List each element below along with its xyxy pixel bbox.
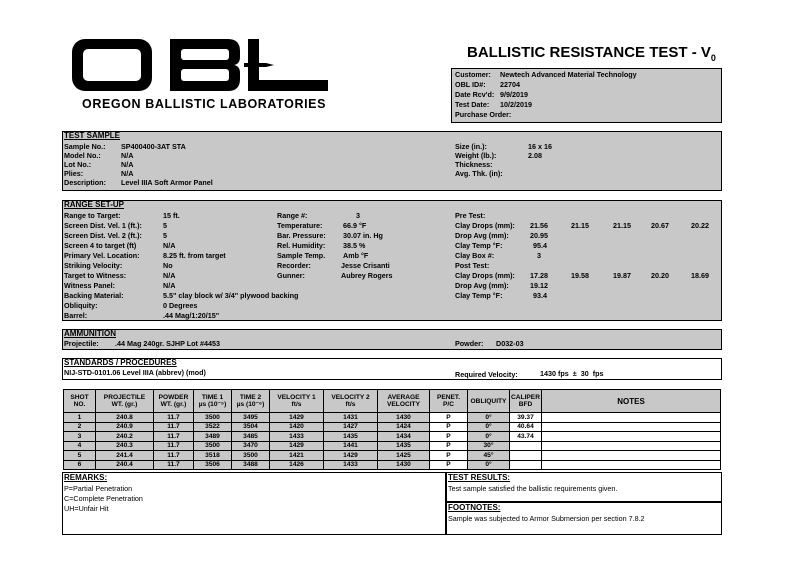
table-cell: 3506 xyxy=(194,460,232,470)
table-cell: P xyxy=(430,441,468,451)
remark-line: P=Partial Penetration xyxy=(64,484,133,493)
table-cell: 1429 xyxy=(270,441,324,451)
table-cell: 40.64 xyxy=(510,422,542,432)
remarks-box xyxy=(62,472,446,535)
standards-header: STANDARDS / PROCEDURES xyxy=(64,358,177,367)
table-cell: P xyxy=(430,460,468,470)
table-cell: 11.7 xyxy=(154,460,194,470)
footnotes-text: Sample was subjected to Armor Submersion per section 7.8.2 xyxy=(448,514,645,523)
table-cell: 1425 xyxy=(378,451,430,461)
col-header: NOTES xyxy=(542,390,721,413)
table-cell: 0° xyxy=(468,460,510,470)
table-row xyxy=(64,413,721,423)
table-cell: 30° xyxy=(468,441,510,451)
ammunition-header: AMMUNITION xyxy=(64,329,116,338)
table-cell: 5 xyxy=(64,451,96,461)
table-cell: 240.9 xyxy=(96,422,154,432)
table-cell: 3 xyxy=(64,432,96,442)
col-header: POWDER WT. (gr.) xyxy=(154,390,194,413)
table-cell xyxy=(542,460,721,470)
test-sample-header: TEST SAMPLE xyxy=(64,131,121,140)
table-cell: 3470 xyxy=(232,441,270,451)
table-cell: 1429 xyxy=(324,451,378,461)
table-cell: 3485 xyxy=(232,432,270,442)
table-cell: 1430 xyxy=(378,413,430,423)
col-header: SHOT NO. xyxy=(64,390,96,413)
table-cell: 240.3 xyxy=(96,441,154,451)
projectile-value: .44 Mag 240gr. SJHP Lot #4453 xyxy=(115,339,220,348)
table-cell: 11.7 xyxy=(154,422,194,432)
table-cell: 0° xyxy=(468,413,510,423)
table-cell: P xyxy=(430,422,468,432)
required-velocity-label: Required Velocity: xyxy=(455,370,518,379)
col-header: CALIPER BFD xyxy=(510,390,542,413)
table-cell: 3500 xyxy=(194,413,232,423)
table-cell: P xyxy=(430,432,468,442)
table-cell xyxy=(510,460,542,470)
table-cell: 4 xyxy=(64,441,96,451)
table-cell: 1 xyxy=(64,413,96,423)
table-cell: 1435 xyxy=(378,441,430,451)
table-cell: 11.7 xyxy=(154,432,194,442)
obl-logo xyxy=(70,36,330,96)
powder-value: D032-03 xyxy=(496,339,524,348)
remark-line: C=Complete Penetration xyxy=(64,494,143,503)
table-row xyxy=(64,441,721,451)
table-cell: 3522 xyxy=(194,422,232,432)
table-cell: 1433 xyxy=(270,432,324,442)
table-cell: 3489 xyxy=(194,432,232,442)
table-cell: 3518 xyxy=(194,451,232,461)
table-cell: 1431 xyxy=(324,413,378,423)
table-cell: 3504 xyxy=(232,422,270,432)
table-cell: 3500 xyxy=(194,441,232,451)
table-row xyxy=(64,422,721,432)
table-cell: 0° xyxy=(468,432,510,442)
table-cell: 6 xyxy=(64,460,96,470)
footnotes-header: FOOTNOTES: xyxy=(448,503,501,512)
table-cell xyxy=(542,451,721,461)
table-cell xyxy=(510,451,542,461)
table-row xyxy=(64,432,721,442)
table-cell: 1427 xyxy=(324,422,378,432)
table-cell: 45° xyxy=(468,451,510,461)
table-cell: 2 xyxy=(64,422,96,432)
projectile-label: Projectile: xyxy=(64,339,99,348)
table-cell: 240.2 xyxy=(96,432,154,442)
table-cell: 1421 xyxy=(270,451,324,461)
table-cell: 1441 xyxy=(324,441,378,451)
powder-label: Powder: xyxy=(455,339,484,348)
table-cell: 1433 xyxy=(324,460,378,470)
table-row xyxy=(64,460,721,470)
col-header: TIME 2 µs (10⁻⁶) xyxy=(232,390,270,413)
remarks-header: REMARKS: xyxy=(64,473,108,482)
required-velocity-value: 1430 fps ± 30 fps xyxy=(540,369,604,378)
table-cell: 1434 xyxy=(378,432,430,442)
table-cell: 240.4 xyxy=(96,460,154,470)
table-cell: 1430 xyxy=(378,460,430,470)
table-cell: 0° xyxy=(468,422,510,432)
col-header: AVERAGE VELOCITY xyxy=(378,390,430,413)
table-cell xyxy=(542,413,721,423)
table-cell: 1424 xyxy=(378,422,430,432)
range-setup-section xyxy=(62,200,722,321)
table-cell: 11.7 xyxy=(154,451,194,461)
table-cell: 1435 xyxy=(324,432,378,442)
col-header: OBLIQUITY xyxy=(468,390,510,413)
results-text: Test sample satisfied the ballistic requirements given. xyxy=(448,484,618,493)
standard-value: NIJ-STD-0101.06 Level IIIA (abbrev) (mod) xyxy=(64,368,206,377)
table-header-row xyxy=(64,390,721,413)
table-cell: 1426 xyxy=(270,460,324,470)
table-cell: 11.7 xyxy=(154,441,194,451)
col-header: VELOCITY 2 ft/s xyxy=(324,390,378,413)
range-setup-header: RANGE SET-UP xyxy=(64,200,125,209)
table-cell: P xyxy=(430,413,468,423)
table-cell xyxy=(542,422,721,432)
table-cell xyxy=(542,441,721,451)
table-cell: 39.37 xyxy=(510,413,542,423)
table-cell xyxy=(542,432,721,442)
table-cell: 43.74 xyxy=(510,432,542,442)
table-cell: 1420 xyxy=(270,422,324,432)
table-cell: 11.7 xyxy=(154,413,194,423)
col-header: TIME 1 µs (10⁻⁵) xyxy=(194,390,232,413)
table-cell: 3495 xyxy=(232,413,270,423)
lab-name: OREGON BALLISTIC LABORATORIES xyxy=(82,97,327,111)
col-header: VELOCITY 1 ft/s xyxy=(270,390,324,413)
shot-table xyxy=(63,389,721,470)
table-cell: 240.8 xyxy=(96,413,154,423)
table-cell: 3500 xyxy=(232,451,270,461)
results-header: TEST RESULTS: xyxy=(448,473,511,482)
col-header: PENET. P/C xyxy=(430,390,468,413)
table-cell: 241.4 xyxy=(96,451,154,461)
table-cell: P xyxy=(430,451,468,461)
remark-line: UH=Unfair Hit xyxy=(64,504,109,513)
table-cell xyxy=(510,441,542,451)
table-cell: 1429 xyxy=(270,413,324,423)
col-header: PROJECTILE WT. (gr.) xyxy=(96,390,154,413)
report-title: BALLISTIC RESISTANCE TEST - $V_0$ xyxy=(467,44,716,63)
table-cell: 3488 xyxy=(232,460,270,470)
table-row xyxy=(64,451,721,461)
